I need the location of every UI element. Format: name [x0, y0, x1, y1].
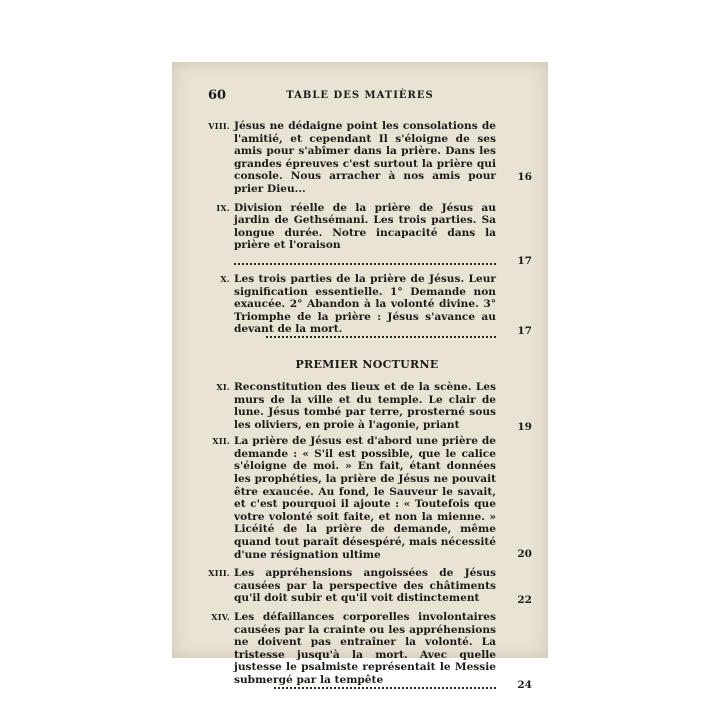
entry-page-ref: 20: [517, 548, 532, 561]
section-heading: PREMIER NOCTURNE: [295, 357, 439, 371]
entry-numeral: XII.: [212, 436, 230, 447]
entry-text: Division réelle de la prière de Jésus au jardin de Gethsémani. Les trois parties. Sa longue durée. Notre incapacité dans la prière et l'oraison: [234, 201, 496, 252]
entry-text: La prière de Jésus est d'abord une prière de demande : « S'il est possible, que le calice s'éloigne de moi. » En fait, étant données les prophéties, la prière de Jésus ne pouvait être exaucée. Au fond, le Sauveur le savait, et c'est pourquoi il ajoute : « Toutefois que votre volonté soit faite, et non la mienne. » Licéité de la prière de demande, même quand tout paraît désespéré, mais nécessité d'une résignation ultime: [234, 435, 496, 561]
entry-page-ref: 19: [517, 420, 532, 433]
toc-entry-x: [202, 273, 532, 338]
toc-entry-ix: [202, 202, 532, 265]
toc-entry-xii: [202, 435, 532, 561]
entry-text: Les défaillances corporelles involontaires causées par la crainte ou les appréhensions ne doivent pas entraîner la volonté. La tristesse jusqu'à la mort. Avec quelle justesse le psalmiste représentait le Messie submergé par la tempête: [234, 611, 496, 686]
entry-page-ref: 17: [517, 324, 532, 337]
running-head: TABLE DES MATIÈRES: [286, 90, 434, 101]
toc-entry-xi: [202, 381, 532, 431]
entry-text: Reconstitution des lieux et de la scène. Les murs de la ville et du temple. Le clair de lune. Jésus tombé par terre, prosterné sous les oliviers, en proie à l'agonie, priant: [234, 380, 496, 431]
entry-numeral: X.: [220, 273, 230, 284]
entry-page-ref: 22: [517, 594, 532, 607]
entry-numeral: XIII.: [208, 568, 230, 579]
page-number: 60: [208, 88, 227, 103]
page-header: [172, 88, 548, 104]
entry-text: Jésus ne dédaigne point les consolations de l'amitié, et cependant Il s'éloigne de ses amis pour s'abîmer dans la prière. Dans les grandes épreuves c'est surtout la prière qui console. Nous arracher à nos amis pour prier Dieu...: [234, 120, 496, 195]
book-page: [172, 62, 548, 691]
toc-entry-viii: [202, 120, 532, 196]
entry-page-ref: 17: [517, 254, 532, 267]
dot-leader: [234, 253, 496, 265]
entry-numeral: VIII.: [208, 121, 230, 131]
entry-numeral: IX.: [216, 202, 230, 213]
toc-entry-xiv: [202, 611, 532, 689]
entry-numeral: XI.: [216, 381, 230, 392]
entry-page-ref: 16: [517, 171, 532, 183]
toc-entry-xiii: [202, 567, 532, 605]
entry-text: Les appréhensions angoissées de Jésus causées par la perspective des châtiments qu'il doit subir et qu'il voit distinctement: [234, 567, 496, 605]
table-of-contents: [202, 120, 532, 689]
entry-numeral: XIV.: [211, 612, 230, 622]
entry-text: Les trois parties de la prière de Jésus. Leur signification essentielle. 1° Demande non exaucée. 2° Abandon à la volonté divine. 3° Triomphe de la prière : Jésus s'avance au devant de la mort.: [234, 272, 496, 336]
entry-page-ref: 24: [517, 679, 532, 691]
